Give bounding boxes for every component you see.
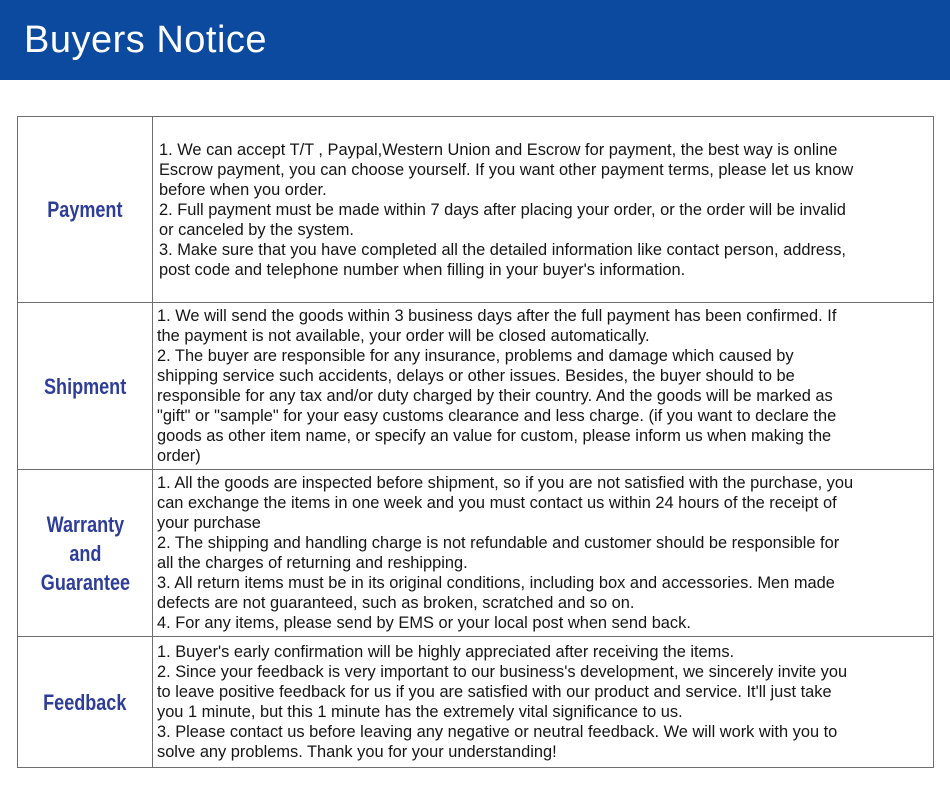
section-label-cell xyxy=(18,637,153,768)
content-line: responsible for any tax and/or duty charged by their country. And the goods will be marked as xyxy=(157,387,833,405)
section-row-warranty xyxy=(18,470,934,637)
section-label-cell xyxy=(18,303,153,470)
content-line: 2. Full payment must be made within 7 days after placing your order, or the order will be invalid xyxy=(159,200,846,219)
page-title: Buyers Notice xyxy=(24,19,268,61)
section-label-cell xyxy=(18,117,153,303)
content-line: "gift" or "sample" for your easy customs clearance and less charge. (if you want to declare the xyxy=(157,407,837,425)
content-line: your purchase xyxy=(157,514,261,532)
content-line: the payment is not available, your order will be closed automatically. xyxy=(157,327,650,345)
content-line: can exchange the items in one week and you must contact us within 24 hours of the receipt of xyxy=(157,494,837,512)
notice-table xyxy=(17,116,934,768)
content-line: 1. We will send the goods within 3 business days after the full payment has been confirmed. If xyxy=(157,307,837,325)
content-line: 3. Please contact us before leaving any negative or neutral feedback. We will work with you to xyxy=(157,723,838,741)
content-line: 2. Since your feedback is very important to our business's development, we sincerely invite you xyxy=(157,663,848,681)
content-line: 2. The shipping and handling charge is not refundable and customer should be responsible for xyxy=(157,534,840,552)
section-label-shipment: Shipment xyxy=(43,373,127,399)
content-line: post code and telephone number when filling in your buyer's information. xyxy=(159,260,686,279)
section-content-feedback xyxy=(153,637,934,768)
content-line: before when you order. xyxy=(159,180,327,199)
content-line: 1. We can accept T/T , Paypal,Western Union and Escrow for payment, the best way is online xyxy=(159,140,838,159)
section-label-cell xyxy=(18,470,153,637)
content-line: 1. Buyer's early confirmation will be highly appreciated after receiving the items. xyxy=(157,643,735,661)
section-row-shipment xyxy=(18,303,934,470)
content-line: 1. All the goods are inspected before shipment, so if you are not satisfied with the purchase, you xyxy=(157,474,854,492)
content-line: 3. All return items must be in its original conditions, including box and accessories. Men made xyxy=(157,574,835,592)
content-line: order) xyxy=(157,447,201,465)
section-content-payment xyxy=(153,117,934,303)
content-line: Escrow payment, you can choose yourself. If you want other payment terms, please let us know xyxy=(159,160,854,179)
content-line: 3. Make sure that you have completed all the detailed information like contact person, address, xyxy=(159,240,846,259)
content-line: you 1 minute, but this 1 minute has the extremely vital significance to us. xyxy=(157,703,683,721)
content-line: to leave positive feedback for us if you are satisfied with our product and service. It'll just take xyxy=(157,683,832,701)
section-content-warranty xyxy=(153,470,934,637)
section-row-feedback xyxy=(18,637,934,768)
content-line: shipping service such accidents, delays or other issues. Besides, the buyer should to be xyxy=(157,367,795,385)
content-line: or canceled by the system. xyxy=(159,220,354,239)
section-row-payment xyxy=(18,117,934,303)
section-label-payment: Payment xyxy=(47,197,123,222)
section-label-warranty: Warranty and Guarantee xyxy=(40,511,130,595)
content-line: all the charges of returning and reshipping. xyxy=(157,554,468,572)
content-line: 4. For any items, please send by EMS or your local post when send back. xyxy=(157,614,691,632)
section-label-feedback: Feedback xyxy=(43,689,127,715)
content-line: goods as other item name, or specify an value for custom, please inform us when making the xyxy=(157,427,832,445)
header-banner xyxy=(0,0,950,80)
content-line: solve any problems. Thank you for your understanding! xyxy=(157,743,557,761)
section-content-shipment xyxy=(153,303,934,470)
content-line: defects are not guaranteed, such as broken, scratched and so on. xyxy=(157,594,635,612)
content-line: 2. The buyer are responsible for any insurance, problems and damage which caused by xyxy=(157,347,794,365)
